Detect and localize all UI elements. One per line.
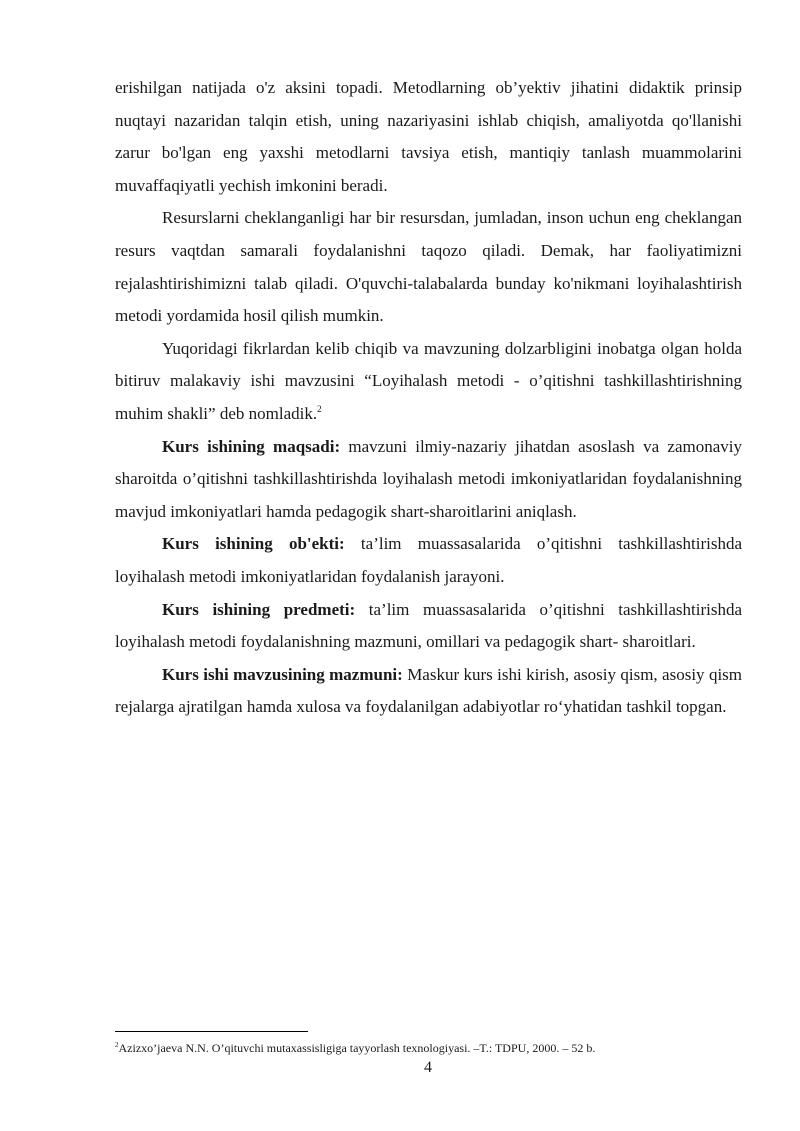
paragraph-text: erishilgan natijada o'z aksini topadi. Metodlarning ob’yektiv jihatini didaktik prinsip nuqtayi nazaridan talqin etish, uning nazariyasini ishlab chiqish, amaliyotda qo'llanishi zarur bo'lgan eng yaxshi metodlarni tavsiya etish, mantiqiy tanlash muammolarini muvaffaqiyatli yechish imkonini beradi. xyxy=(115,78,742,195)
page-number: 4 xyxy=(424,1059,432,1076)
paragraph-2 xyxy=(115,202,742,332)
paragraph-text: Resurslarni cheklanganligi har bir resursdan, jumladan, inson uchun eng cheklangan resurs vaqtdan samarali foydalanishni taqozo qiladi. Demak, har faoliyatimizni rejalashtirishimizni talab qiladi. O'quvchi-talabalarda bunday ko'nikmani loyihalashtirish metodi yordamida hosil qilish mumkin. xyxy=(115,208,742,326)
footnote-text: Azizxo’jaeva N.N. O’qituvchi mutaxassisligiga tayyorlash texnologiyasi. –T.: TDPU, 2000. – 52 b. xyxy=(118,1041,596,1055)
footnote-divider xyxy=(115,1031,308,1032)
paragraph-lead: Kurs ishining maqsadi: xyxy=(162,436,341,456)
paragraph-4-purpose xyxy=(115,431,742,529)
paragraph-1 xyxy=(115,72,742,202)
footnote-marker: 2 xyxy=(115,1041,119,1049)
paragraph-lead: Kurs ishi mavzusining mazmuni: xyxy=(162,664,403,684)
paragraph-5-object xyxy=(115,528,742,593)
paragraph-7-content xyxy=(115,659,742,724)
footnote xyxy=(115,1041,742,1056)
paragraph-lead: Kurs ishining ob'ekti: xyxy=(162,534,345,554)
page-body xyxy=(115,72,742,724)
paragraph-text: mavzuni ilmiy-nazariy jihatdan asoslash va zamonaviy sharoitda o’qitishni tashkillashtirishda loyihalash metodi imkoniyatlaridan foydalanishning mavjud imkoniyatlari hamda pedagogik shart-sharoitlarini aniqlash. xyxy=(115,436,742,521)
footnote-reference[interactable]: 2 xyxy=(317,403,322,414)
paragraph-6-subject xyxy=(115,594,742,659)
paragraph-text: ta’lim muassasalarida o’qitishni tashkillashtirishda loyihalash metodi imkoniyatlaridan foydalanish jarayoni. xyxy=(115,534,742,586)
paragraph-lead: Kurs ishining predmeti: xyxy=(162,599,356,619)
paragraph-text: Yuqoridagi fikrlardan kelib chiqib va mavzuning dolzarbligini inobatga olgan holda bitiruv malakaviy ishi mavzusini “Loyihalash metodi - o’qitishni tashkillashtirishning muhim shakli” deb nomladik. xyxy=(115,338,742,423)
paragraph-3 xyxy=(115,333,742,431)
paragraph-text: ta’lim muassasalarida o’qitishni tashkillashtirishda loyihalash metodi foydalanishning mazmuni, omillari va pedagogik shart- sharoitlari. xyxy=(115,599,742,652)
paragraph-text: Maskur kurs ishi kirish, asosiy qism, asosiy qism rejalarga ajratilgan hamda xulosa va foydalanilgan adabiyotlar ro‘yhatidan tashkil topgan. xyxy=(115,664,743,717)
